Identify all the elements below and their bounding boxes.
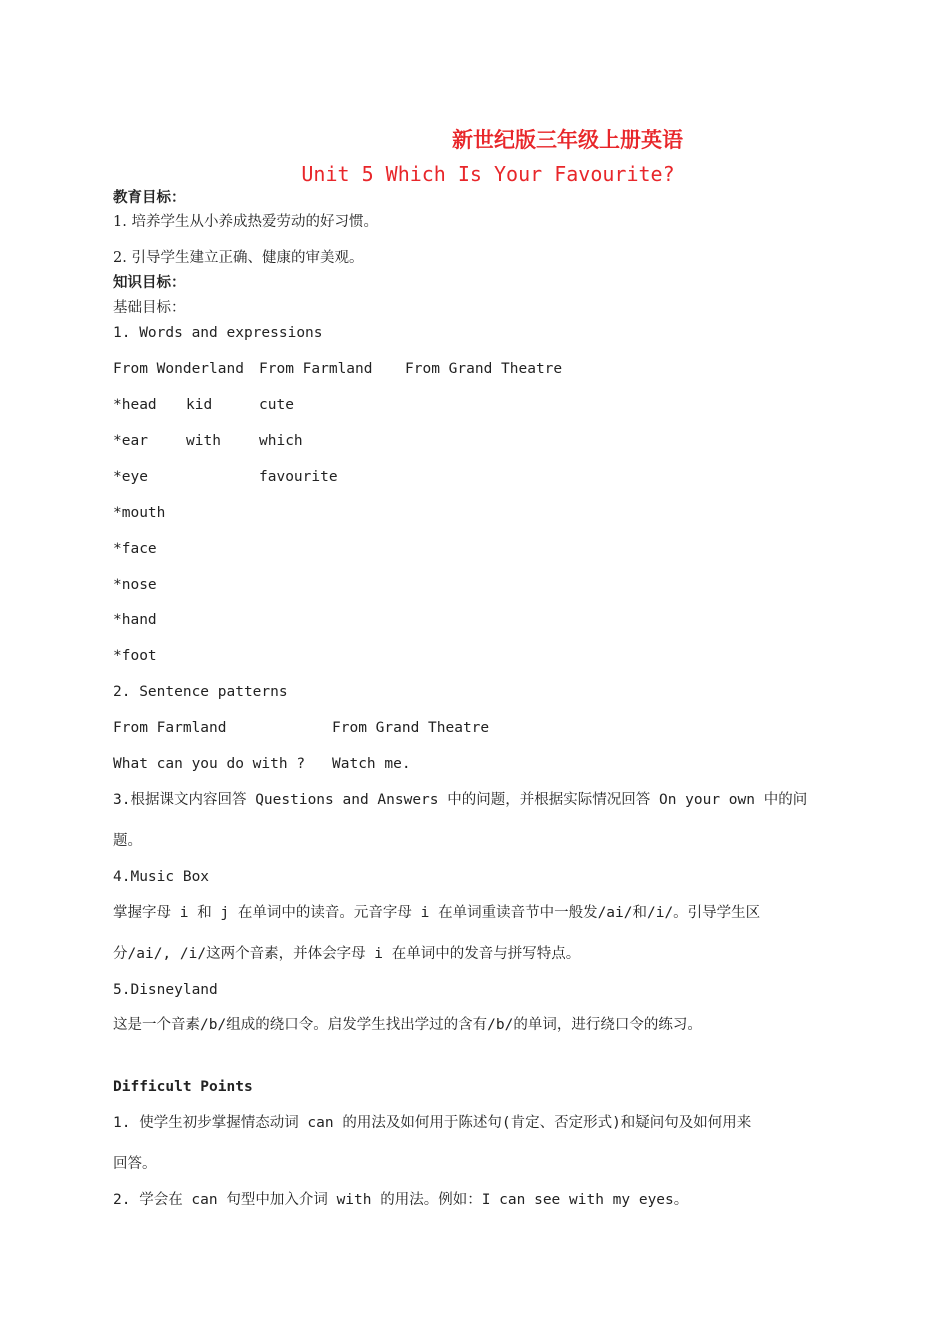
col-header-theatre: From Grand Theatre — [405, 361, 563, 377]
item4-line: 分/ai/, /i/这两个音素，并体会字母 i 在单词中的发音与拼写特点。 — [113, 946, 581, 962]
edu-goal-item: 1. 培养学生从小养成热爱劳动的好习惯。 — [113, 214, 378, 230]
word-wonderland: *eye — [113, 469, 148, 485]
basic-goals-label: 基础目标： — [113, 300, 186, 316]
item5-line: 这是一个音素/b/组成的绕口令。启发学生找出学过的含有/b/的单词，进行绕口令的练习。 — [113, 1017, 702, 1033]
col-header-farmland: From Farmland — [259, 361, 373, 377]
edu-goal-item: 2. 引导学生建立正确、健康的审美观。 — [113, 250, 364, 266]
word-wonderland: *face — [113, 541, 157, 557]
difficult-item: 回答。 — [113, 1156, 157, 1172]
item3-line: 题。 — [113, 833, 142, 849]
item5-heading: 5.Disneyland — [113, 982, 218, 998]
word-theatre: cute — [259, 397, 294, 413]
sentence-theatre: Watch me. — [332, 756, 411, 772]
word-wonderland: *head — [113, 397, 157, 413]
word-theatre: which — [259, 433, 303, 449]
sentence-header-theatre: From Grand Theatre — [332, 720, 490, 736]
word-wonderland: *nose — [113, 577, 157, 593]
sentence-farmland: What can you do with ? — [113, 756, 306, 772]
word-theatre: favourite — [259, 469, 338, 485]
sentence-heading: 2. Sentence patterns — [113, 684, 288, 700]
col-header-wonderland: From Wonderland — [113, 361, 244, 377]
word-wonderland: *foot — [113, 648, 157, 664]
item4-heading: 4.Music Box — [113, 869, 210, 885]
difficult-points-heading: Difficult Points — [113, 1079, 253, 1095]
document-title-chinese: 新世纪版三年级上册英语 — [452, 127, 683, 152]
knowledge-goals-heading: 知识目标： — [113, 274, 186, 291]
word-farmland: with — [186, 433, 221, 449]
sentence-header-farmland: From Farmland — [113, 720, 227, 736]
word-wonderland: *mouth — [113, 505, 166, 521]
words-heading: 1. Words and expressions — [113, 325, 323, 341]
document-title-english: Unit 5 Which Is Your Favourite? — [301, 162, 675, 186]
item4-line: 掌握字母 i 和 j 在单词中的读音。元音字母 i 在单词重读音节中一般发/ai/和/i/。引导学生区 — [113, 905, 761, 921]
word-wonderland: *ear — [113, 433, 148, 449]
edu-goals-heading: 教育目标： — [113, 189, 186, 206]
item3-line: 3.根据课文内容回答 Questions and Answers 中的问题，并根据实际情况回答 On your own 中的问 — [113, 792, 808, 808]
word-farmland: kid — [186, 397, 213, 413]
difficult-item: 1. 使学生初步掌握情态动词 can 的用法及如何用于陈述句(肯定、否定形式)和疑问句及如何用来 — [113, 1115, 752, 1131]
word-wonderland: *hand — [113, 612, 157, 628]
difficult-item: 2. 学会在 can 句型中加入介词 with 的用法。例如：I can see with my eyes。 — [113, 1192, 689, 1208]
